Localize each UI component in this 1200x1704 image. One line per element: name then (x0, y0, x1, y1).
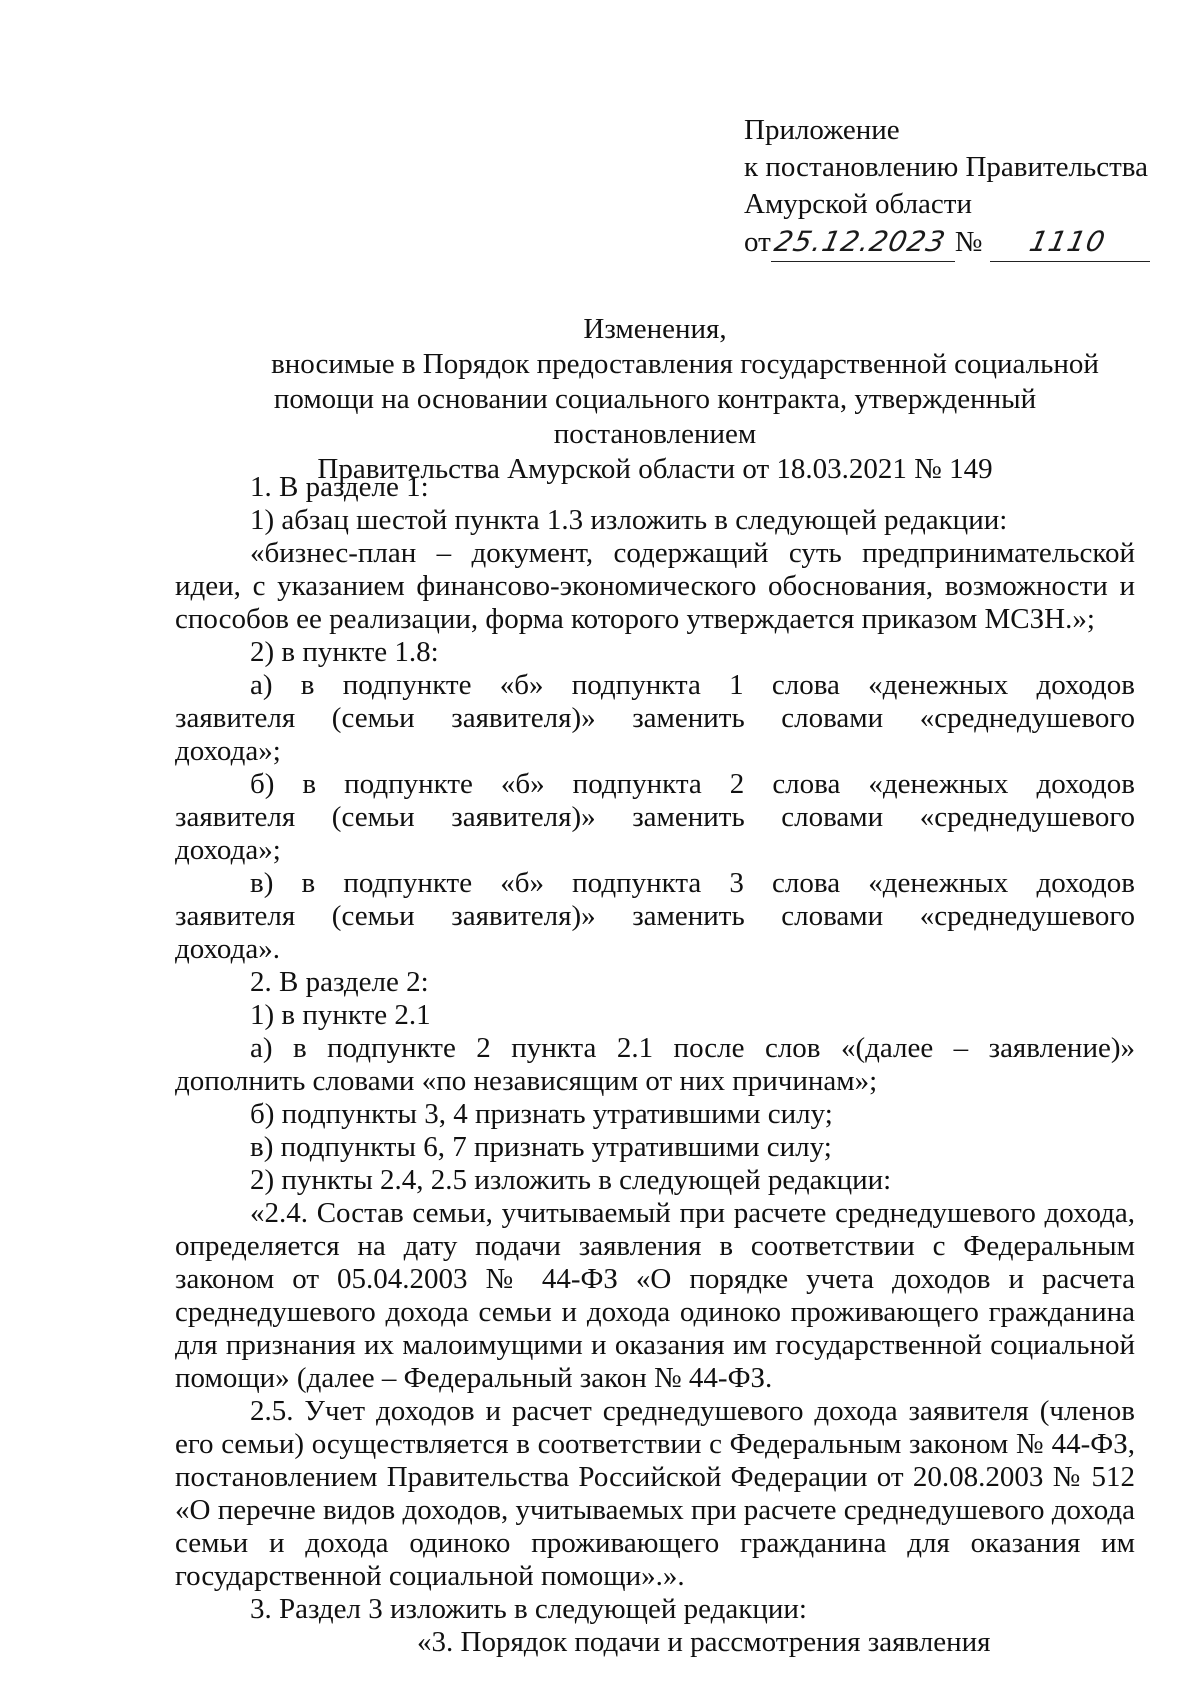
title-line-4: Правительства Амурской области от 18.03.2021 № 149 (317, 453, 993, 485)
annex-line-3: Амурской области (744, 188, 972, 220)
title-line-1: Изменения, (583, 313, 727, 345)
document-title (175, 312, 1135, 487)
paragraph: «бизнес-план – документ, содержащий суть предпринимательской идеи, с указанием финансово-экономического обоснования, возможности и способов ее реализации, форма которого утверждается приказом МСЗН.»; (175, 537, 1135, 635)
annex-line-2: к постановлению Правительства (744, 151, 1148, 183)
number-field (990, 223, 1150, 262)
paragraph: в) подпункты 6, 7 признать утратившими силу; (250, 1131, 832, 1163)
paragraph: 3. Раздел 3 изложить в следующей редакции: (250, 1593, 807, 1625)
paragraph: 2.5. Учет доходов и расчет среднедушевого дохода заявителя (членов его семьи) осуществляется в соответствии с Федеральным законом № 44-ФЗ, постановлением Правительства Российской Федерации от 20.08.2003 № 512 «О перечне видов доходов, учитываемых при расчете среднедушевого дохода семьи и дохода одиноко проживающего гражданина для оказания им государственной социальной помощи».». (175, 1395, 1135, 1592)
annex-date-number (744, 223, 1150, 262)
paragraph: 1) абзац шестой пункта 1.3 изложить в следующей редакции: (250, 504, 1008, 536)
section-heading: «3. Порядок подачи и рассмотрения заявления (417, 1626, 991, 1658)
paragraph: а) в подпункте «б» подпункта 1 слова «денежных доходов заявителя (семьи заявителя)» заменить словами «среднедушевого дохода»; (175, 669, 1135, 767)
title-line-2: вносимые в Порядок предоставления государственной социальной (271, 348, 1099, 380)
paragraph: «2.4. Состав семьи, учитываемый при расчете среднедушевого дохода, определяется на дату подачи заявления в соответствии с Федеральным законом от 05.04.2003 № 44-ФЗ «О порядке учета доходов и расчета среднедушевого дохода семьи и дохода одиноко проживающего гражданина для признания их малоимущими и оказания им государственной социальной помощи» (далее – Федеральный закон № 44-ФЗ. (175, 1197, 1135, 1394)
date-field (771, 223, 955, 262)
paragraph: 2) пункты 2.4, 2.5 изложить в следующей редакции: (250, 1164, 892, 1196)
paragraph: 2. В разделе 2: (250, 966, 429, 998)
paragraph: 2) в пункте 1.8: (250, 636, 439, 668)
paragraph: 1) в пункте 2.1 (250, 999, 431, 1031)
paragraph: 1. В разделе 1: (250, 471, 429, 503)
handwritten-date: 25.12.2023 (771, 225, 949, 258)
annex-block (744, 112, 1150, 262)
title-line-3: помощи на основании социального контракта, утвержденный постановлением (273, 383, 1037, 450)
number-sign: № (954, 226, 983, 258)
paragraph: б) подпункты 3, 4 признать утратившими силу; (250, 1098, 833, 1130)
document-body (175, 471, 1135, 1659)
paragraph: б) в подпункте «б» подпункта 2 слова «денежных доходов заявителя (семьи заявителя)» заменить словами «среднедушевого дохода»; (175, 768, 1135, 866)
paragraph: в) в подпункте «б» подпункта 3 слова «денежных доходов заявителя (семьи заявителя)» заменить словами «среднедушевого дохода». (175, 867, 1135, 965)
annex-line-1: Приложение (744, 114, 900, 146)
date-prefix: от (744, 226, 771, 258)
paragraph: а) в подпункте 2 пункта 2.1 после слов «(далее – заявление)» дополнить словами «по независящим от них причинам»; (175, 1032, 1135, 1097)
handwritten-number: 1110 (1026, 225, 1110, 258)
